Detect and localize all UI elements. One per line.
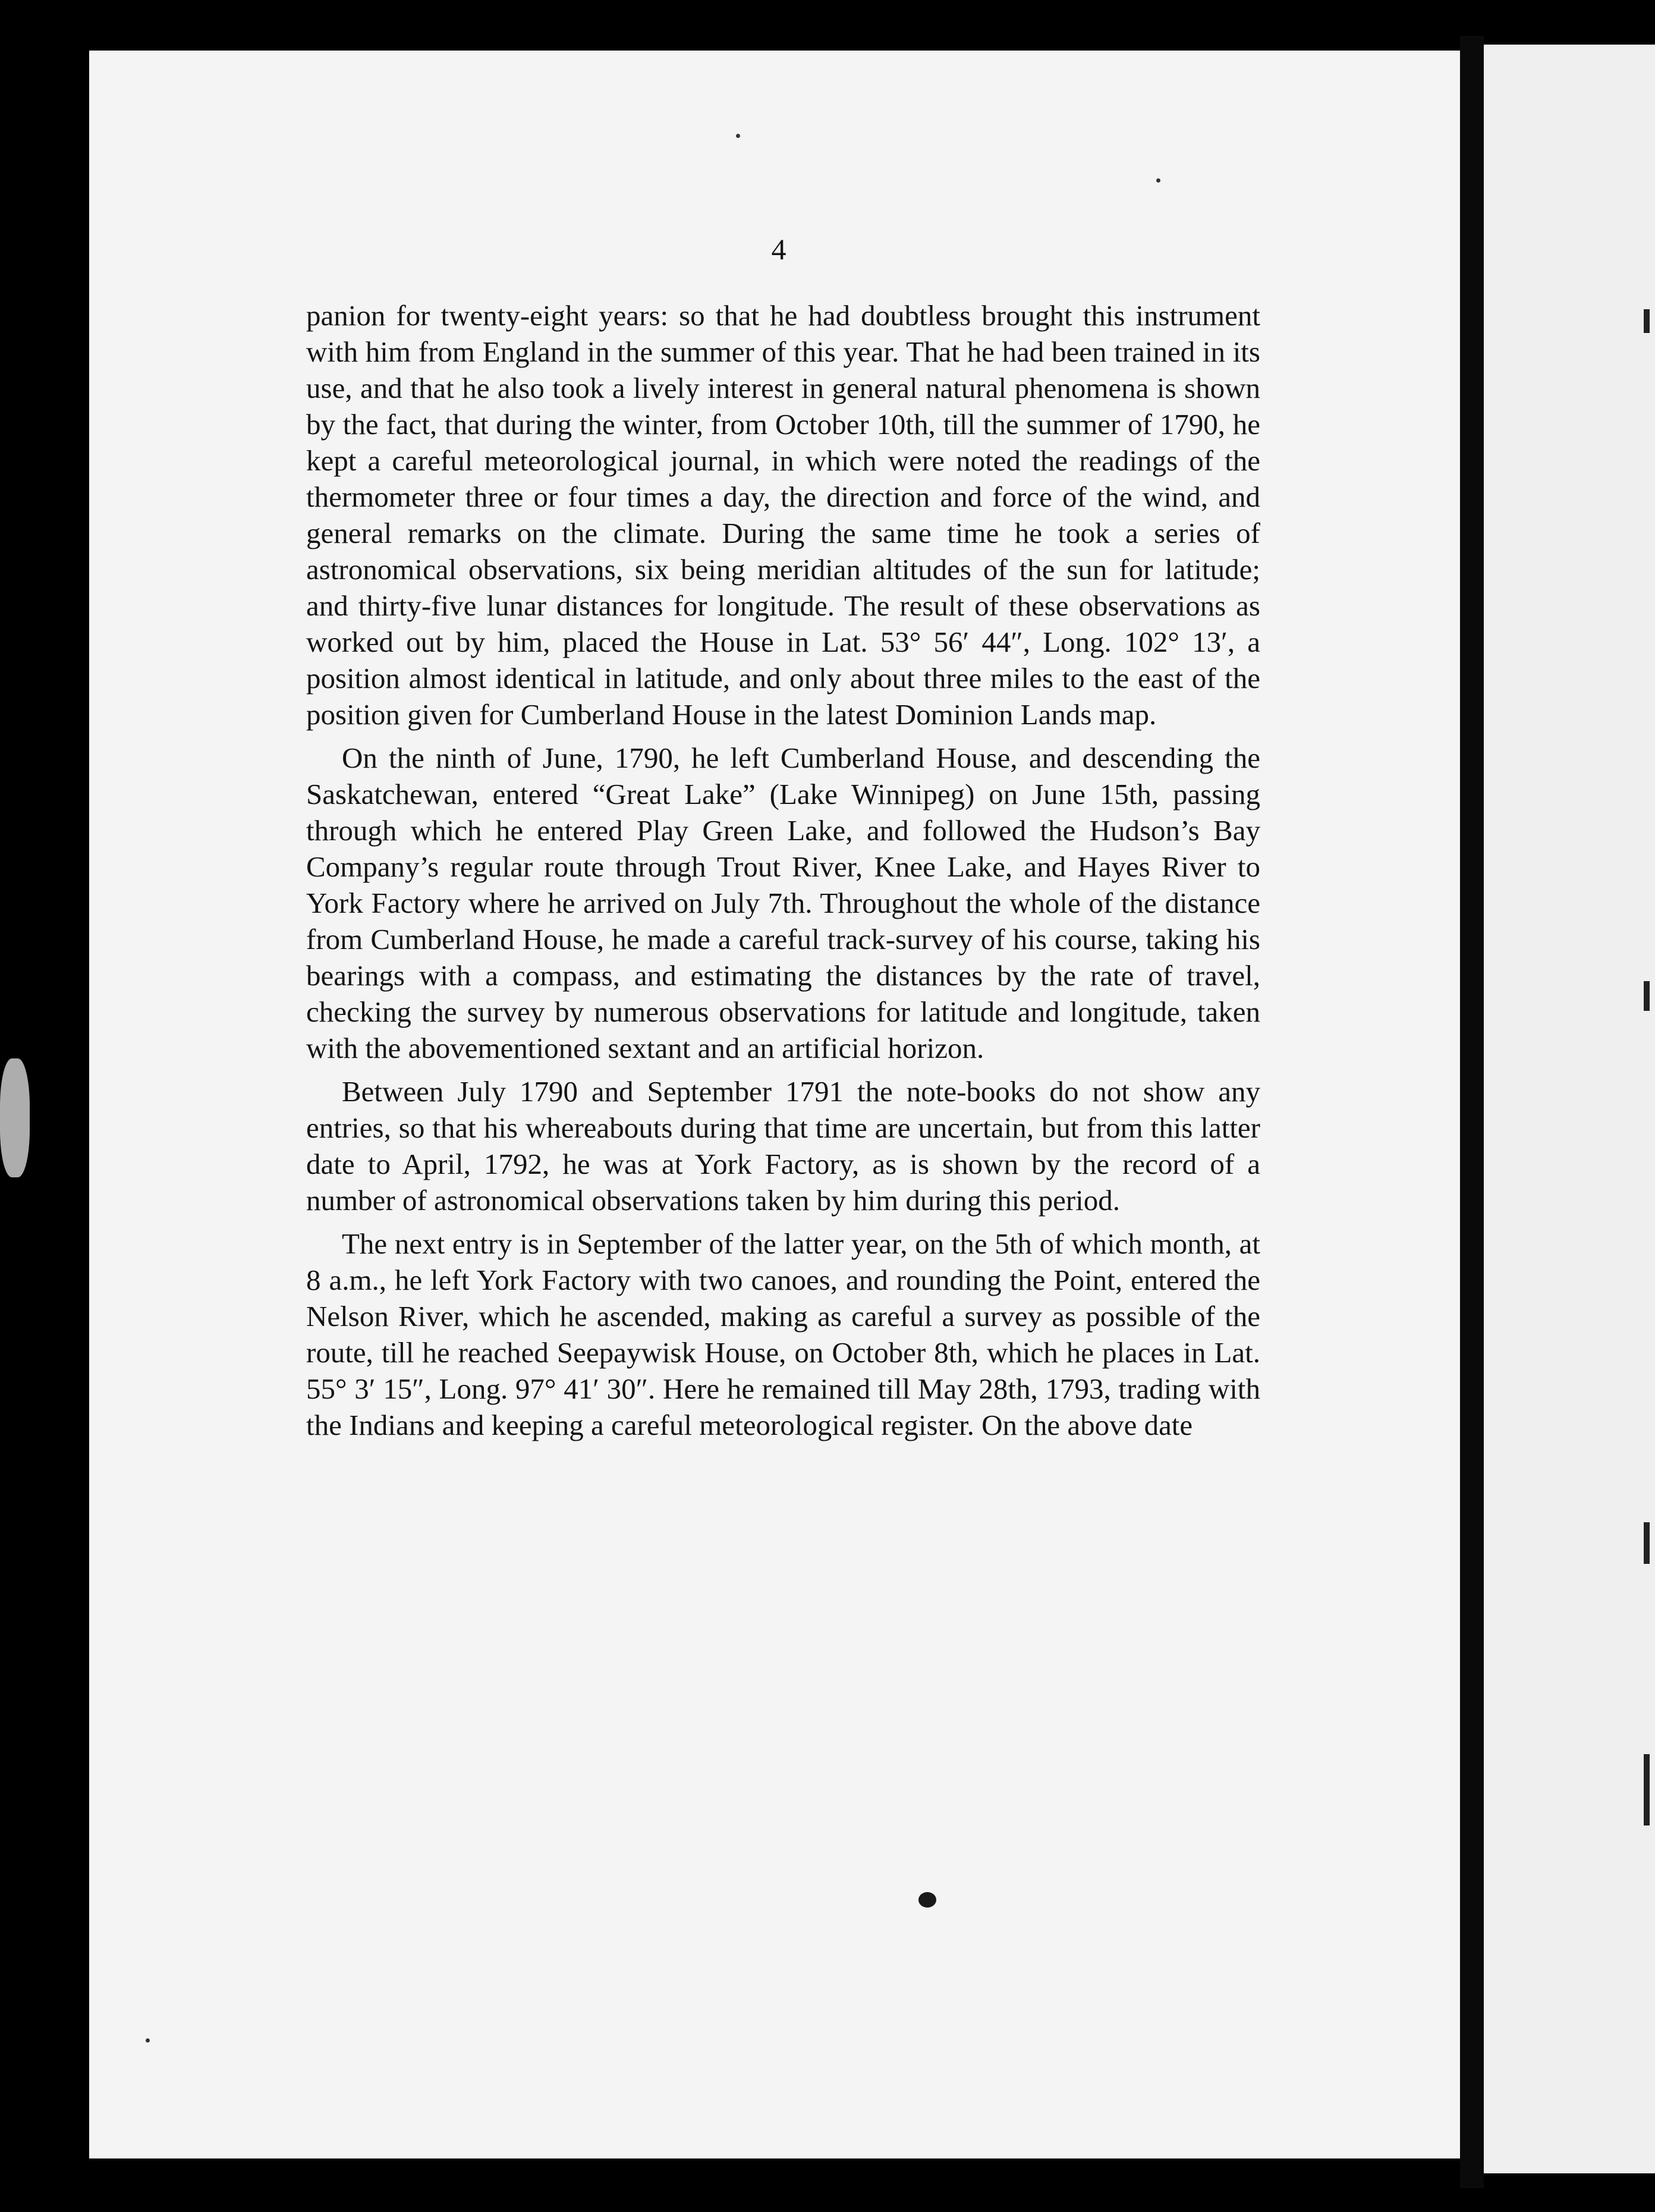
ink-blot (918, 1892, 936, 1908)
paragraph-4: The next entry is in September of the latter year, on the 5th of which month, at 8 a.m., he left York Factory with two canoes, and rounding the Point, entered the Nelson River, which he ascended, making as careful a survey as possible of the route, till he reached Seepaywisk House, on October 8th, which he places in Lat. 55° 3′ 15″, Long. 97° 41′ 30″. Here he remained till May 28th, 1793, trading with the Indians and keeping a careful meteorological register. On the above date (306, 1227, 1260, 1441)
body-text (306, 297, 1260, 1443)
page-speck (146, 2038, 150, 2043)
scan-smudge (0, 1058, 30, 1177)
book-spine-gap (1460, 36, 1484, 2188)
edge-mark (1644, 981, 1650, 1011)
page-speck (736, 134, 740, 138)
edge-mark (1644, 1522, 1650, 1564)
edge-mark (1644, 1754, 1650, 1825)
paragraph-1: panion for twenty-eight years: so that he had doubtless brought this instrument with him from England in the summer of this year. That he had been trained in its use, and that he also took a lively interest in general natural phenomena is shown by the fact, that during the winter, from October 10th, till the summer of 1790, he kept a careful meteorological journal, in which were noted the readings of the thermometer three or four times a day, the direction and force of the wind, and general remarks on the climate. During the same time he took a series of astronomical observations, six being meridian altitudes of the sun for latitude; and thirty-five lunar distances for longitude. The result of these observations as worked out by him, placed the House in Lat. 53° 56′ 44″, Long. 102° 13′, a position almost identical in latitude, and only about three miles to the east of the position given for Cumberland House in the latest Dominion Lands map. (306, 299, 1260, 731)
edge-mark (1644, 309, 1650, 333)
paragraph-3: Between July 1790 and September 1791 the note-books do not show any entries, so that his whereabouts during that time are uncertain, but from this latter date to April, 1792, he was at York Factory, as is shown by the record of a number of astronomical observations taken by him during this period. (306, 1075, 1260, 1217)
page-number: 4 (771, 232, 786, 266)
page-speck (1156, 178, 1160, 183)
paragraph-2: On the ninth of June, 1790, he left Cumberland House, and descending the Saskatchewan, entered “Great Lake” (Lake Winnipeg) on June 15th, passing through which he entered Play Green Lake, and followed the Hudson’s Bay Company’s regular route through Trout River, Knee Lake, and Hayes River to York Factory where he arrived on July 7th. Throughout the whole of the distance from Cumberland House, he made a careful track-survey of his course, taking his bearings with a compass, and estimating the distances by the rate of travel, checking the survey by numerous observations for latitude and longitude, taken with the abovementioned sextant and an artificial horizon. (306, 741, 1260, 1064)
facing-page-edge (1484, 45, 1655, 2173)
